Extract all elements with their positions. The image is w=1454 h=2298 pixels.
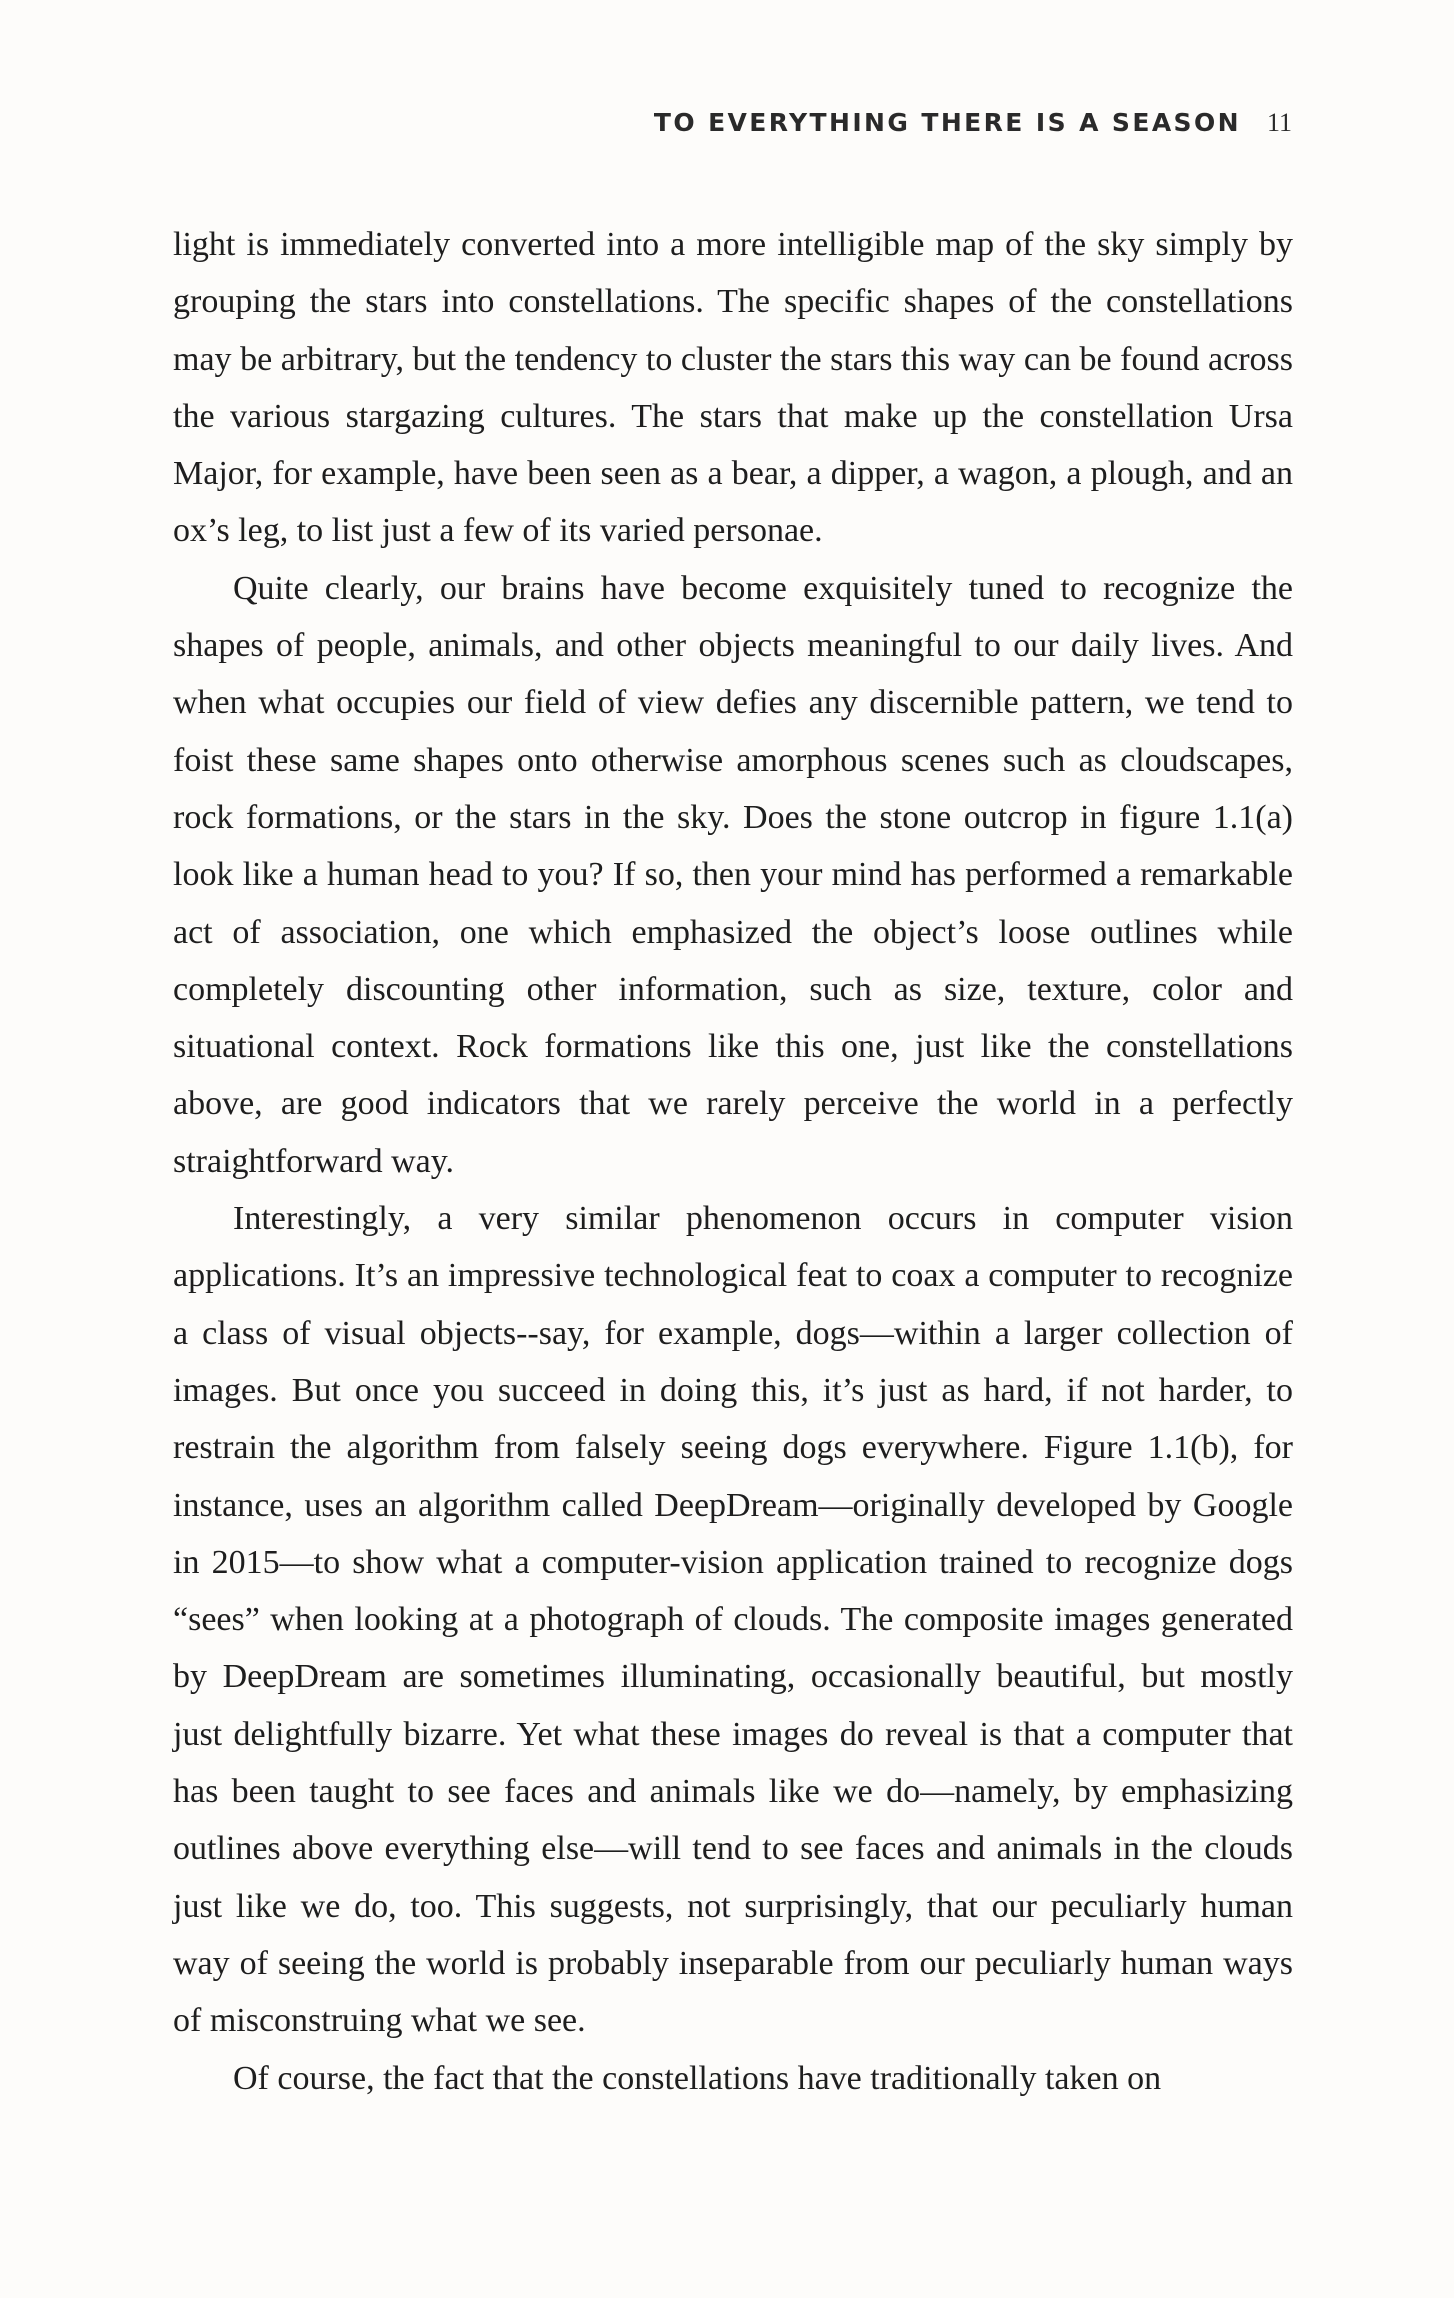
paragraph-4: Of course, the fact that the constellations have traditionally taken on <box>233 2059 1162 2097</box>
paragraph-1: light is immediately converted into a more intelligible map of the sky simply by grouping the stars into constellations. The specific shapes of the constellations may be arbitrary, but the tendency to cluster the stars this way can be found across the various stargazing cultures. The stars that make up the constellation Ursa Major, for example, have been seen as a bear, a dipper, a wagon, a plough, and an ox’s leg, to list just a few of its varied personae. <box>173 226 1293 550</box>
page-number: 11 <box>1266 108 1292 137</box>
paragraph-3: Interestingly, a very similar phenomenon occurs in computer vision applications. It’s an impressive technological feat to coax a computer to recognize a class of visual objects--say, for example, dogs—within a larger collection of images. But once you succeed in doing this, it’s just as hard, if not harder, to restrain the algorithm from falsely seeing dogs everywhere. Figure 1.1(b), for instance, uses an algorithm called DeepDream—originally developed by Google in 2015—to show what a computer-vision application trained to recognize dogs “sees” when looking at a photograph of clouds. The composite images generated by DeepDream are sometimes illuminating, occasionally beautiful, but mostly just delightfully bizarre. Yet what these images do reveal is that a computer that has been taught to see faces and animals like we do—namely, by emphasizing outlines above everything else—will tend to see faces and animals in the clouds just like we do, too. This suggests, not surprisingly, that our peculiarly human way of seeing the world is probably inseparable from our peculiarly human ways of misconstruing what we see. <box>173 1200 1293 2040</box>
body-text <box>173 216 1293 2107</box>
running-head <box>654 108 1292 138</box>
paragraph-2: Quite clearly, our brains have become exquisitely tuned to recognize the shapes of people, animals, and other objects meaningful to our daily lives. And when what occupies our field of view defies any discernible pattern, we tend to foist these same shapes onto otherwise amorphous scenes such as cloudscapes, rock formations, or the stars in the sky. Does the stone outcrop in figure 1.1(a) look like a human head to you? If so, then your mind has performed a remarkable act of association, one which emphasized the object’s loose outlines while completely discounting other information, such as size, texture, color and situational context. Rock formations like this one, just like the constellations above, are good indicators that we rarely perceive the world in a perfectly straightforward way. <box>173 569 1293 1180</box>
running-title: TO EVERYTHING THERE IS A SEASON <box>653 108 1241 137</box>
